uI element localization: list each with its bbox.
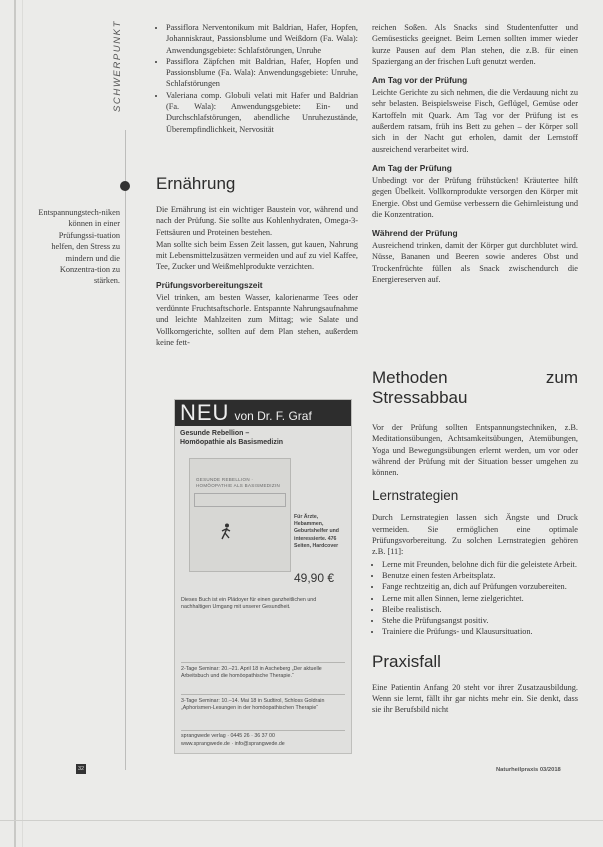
subheading: Während der Prüfung	[372, 228, 458, 239]
paragraph: Unbedingt vor der Prüfung frühstücken! Kräutertee hilft gegen Übelkeit. Vollkornprodukte versorgen den Körper mit Energie. Obst und Gemüse verbessern die Gehirnleistung und die Konzentration.	[372, 175, 578, 219]
remedy-list	[156, 22, 358, 135]
ad-subtitle-line2: Homöopathie als Basismedizin	[180, 439, 284, 446]
list-item: • Passiflora Nerventonikum mit Baldrian, Hafer, Hopfen, Johanniskraut, Passionsblume und Weißdorn (Fa. Wala): Anwendungsgebiete: Schlafstörungen, Unruhe	[166, 22, 358, 56]
column-1-top	[156, 22, 358, 135]
section-dot-marker	[120, 181, 130, 191]
page-number: 32	[77, 766, 85, 772]
paragraph: Viel trinken, am besten Wasser, kalorienarme Tees oder verdünnte Fruchtsaftschorle. Entspannte Nahrungsaufnahme und leichte Mahlzeiten zum Mittag; wie Salate und Vollkorngerichte, sollten auf dem Plan stehen, außerdem keine fett-	[156, 292, 358, 347]
ad-subtitle	[175, 426, 351, 450]
column-2-methoden	[372, 368, 578, 717]
subheading: Am Tag der Prüfung	[372, 162, 452, 173]
list-item: • Trainiere die Prüfungs- und Klausursituation.	[382, 626, 578, 637]
publisher-footer	[181, 730, 345, 748]
column-1-ernaehrung	[156, 174, 358, 349]
paragraph: Ausreichend trinken, damit der Körper gut durchblutet wird. Nüsse, Bananen und Beeren sowie anderes Obst und Trockenfrüchte füllen als Snack zwischendurch die Energiereserven auf.	[372, 241, 578, 285]
section-label: SCHWERPUNKT	[112, 19, 123, 112]
paragraph: Leichte Gerichte zu sich nehmen, die die Verdauung nicht zu sehr belasten. Beispielsweise Fisch, Geflügel, Gemüse oder Kartoffeln mit Quark. Am Tag vor der Prüfung ist es außerdem ratsam, früh ins Bett zu gehen – der Körper soll sich in der Nacht gut erholen, damit der Lernstoff ausreichend verarbeitet wird.	[372, 88, 578, 154]
book-cover-image	[189, 458, 291, 572]
binding-edge	[14, 0, 16, 847]
heading-methoden: Methoden zum Stressabbau	[372, 368, 578, 407]
binding-edge-inner	[22, 0, 23, 847]
book-advertisement	[174, 399, 352, 754]
list-item: • Benutze einen festen Arbeitsplatz.	[382, 570, 578, 581]
seminar-1: 2-Tage Seminar: 20.–21. April 18 in Ascheberg „Der aktuelle Arbeitsbuch und die homöopathische Therapie.“	[181, 662, 345, 680]
book-description: Dieses Buch ist ein Plädoyer für einen ganzheitlichen und nachhaltigen Umgang mit unserer Gesundheit.	[181, 597, 317, 610]
subheading: Am Tag vor der Prüfung	[372, 75, 468, 86]
list-item: • Lerne mit allen Sinnen, lerne zielgerichtet.	[382, 593, 578, 604]
list-item: • Valeriana comp. Globuli velati mit Hafer und Baldrian (Fa. Wala): Anwendungsgebiete: Ein- und Durchschlafstörungen, abendliche Unruhezustände, Überempfindlichkeit, Nervosität	[166, 90, 358, 135]
paragraph: Man sollte sich beim Essen Zeit lassen, gut kauen, Nahrung mit Lebensmittelzusätzen vermeiden und auf zu viel Kaffee, Tee, Zucker und Weißmehlprodukte verzichten.	[156, 239, 358, 272]
ad-subtitle-line1: Gesunde Rebellion –	[180, 430, 250, 437]
bottom-edge	[0, 820, 603, 821]
list-item: • Stehe die Prüfungsangst positiv.	[382, 615, 578, 626]
publisher-web: www.sprangwede.de · info@sprangwede.de	[181, 740, 285, 747]
list-item: • Lerne mit Freunden, belohne dich für die geleistete Arbeit.	[382, 559, 578, 570]
column-2	[372, 22, 578, 286]
list-item: • Passiflora Zäpfchen mit Baldrian, Hafer, Hopfen und Passionsblume (Fa. Wala): Anwendungsgebiete: Unruhe, Schlafstörungen	[166, 56, 358, 90]
paragraph: Eine Patientin Anfang 20 steht vor ihrer Zusatzausbildung. Wenn sie lernt, fällt ihr gar nichts mehr ein. Sie denkt, dass sie ihr Berufsbild nicht	[372, 682, 578, 715]
runner-figure-icon	[220, 523, 232, 541]
heading-lernstrategien: Lernstrategien	[372, 488, 459, 504]
book-side-info: Für Ärzte, Hebammen, Geburtshelfer und interessierte. 476 Seiten, Hardcover	[294, 514, 339, 549]
paragraph: Vor der Prüfung sollten Entspannungstechniken, z.B. Meditationsübungen, Achtsamkeitsübungen, Atemübungen, Yoga und Bewegungsübungen erlernt werden, um vor oder während der Prüfung mit der Situation besser umgehen zu können.	[372, 423, 578, 478]
publisher-phone: sprangwede verlag · 0445 26 · 36 37 00	[181, 733, 275, 739]
paragraph: Die Ernährung ist ein wichtiger Baustein vor, während und nach der Prüfung. Sie sollte aus Kohlenhydraten, Omega-3-Fettsäuren und Proteinen bestehen.	[156, 205, 358, 237]
book-cover-band	[194, 493, 286, 507]
list-item: • Bleibe realistisch.	[382, 604, 578, 615]
paragraph: Durch Lernstrategien lassen sich Ängste und Druck vermeiden. Sie ermöglichen eine optimale Prüfungsvorbereitung. Zu solchen Lernstrategien gehören z.B. [11]:	[372, 513, 578, 557]
heading-praxisfall: Praxisfall	[372, 651, 441, 671]
seminar-2: 3-Tage Seminar: 10.–14. Mai 18 in Sudtirol, Schloss Goldrain „Aphorismen-Lesungen in der homöopathischen Therapie“	[181, 694, 345, 712]
ad-author: von Dr. F. Graf	[234, 409, 312, 423]
subheading: Prüfungsvorbereitungszeit	[156, 279, 263, 290]
heading-ernaehrung: Ernährung	[156, 174, 236, 193]
ad-header	[175, 400, 351, 426]
list-item: • Fange rechtzeitig an, dich auf Prüfungen vorzubereiten.	[382, 581, 578, 592]
journal-footer: Naturheilpraxis 03/2018	[496, 767, 561, 773]
ad-neu-label: NEU	[180, 400, 230, 425]
column-rule	[125, 130, 126, 770]
paragraph: reichen Soßen. Als Snacks sind Studentenfutter und Gemüsesticks geeignet. Beim Lernen sollten immer wieder kurze Pausen auf dem Plan stehen, die z.B. für einen Spaziergang an der frischen Luft genutzt werden.	[372, 23, 578, 66]
book-cover-title: GESUNDE REBELLION · HOMÖOPATHIE ALS BASISMEDIZIN	[196, 477, 280, 488]
strategy-list	[372, 559, 578, 638]
margin-note: Entspannungstech-niken können in einer Prüfungssi-tuation helfen, den Stress zu mindern und die Konzentra-tion zu stärken.	[38, 208, 120, 286]
book-price: 49,90 €	[294, 571, 335, 585]
